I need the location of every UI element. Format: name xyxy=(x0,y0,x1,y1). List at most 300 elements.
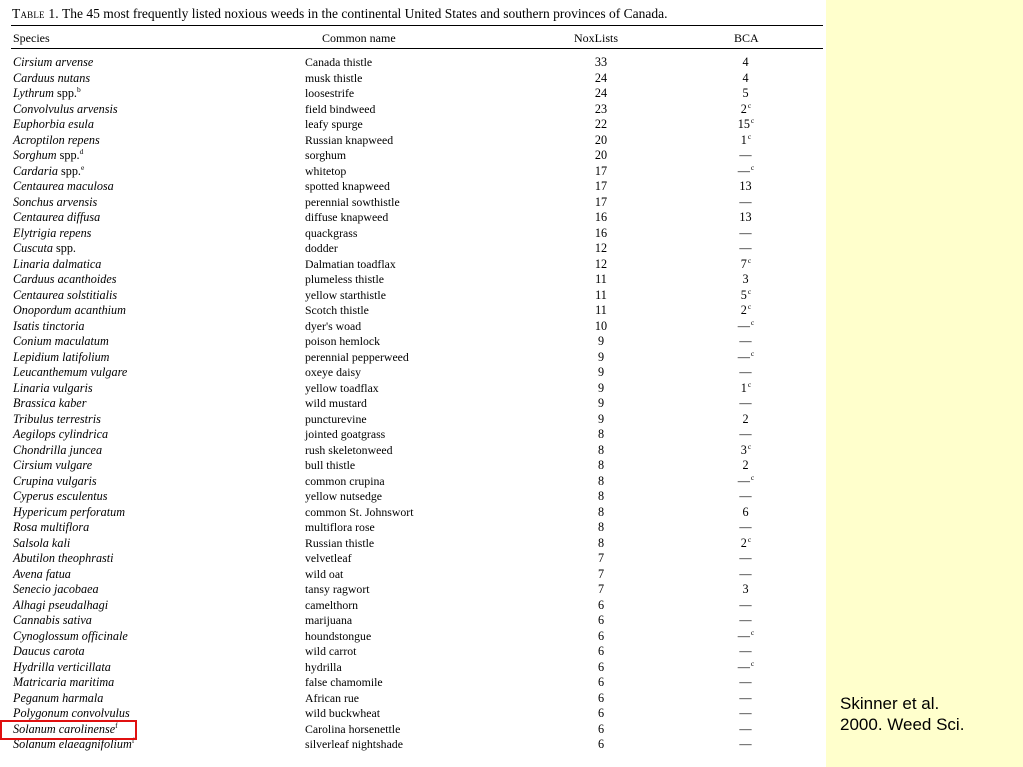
species-cell xyxy=(13,102,118,118)
header-common-name: Common name xyxy=(322,31,396,45)
common-name-cell: velvetleaf xyxy=(305,551,352,565)
common-name-cell: wild mustard xyxy=(305,396,367,410)
noxlists-cell: 6 xyxy=(597,690,605,705)
common-name-cell: diffuse knapweed xyxy=(305,210,389,224)
common-name-cell: poison hemlock xyxy=(305,334,381,348)
bca-value: 13 xyxy=(739,179,752,193)
species-name: Linaria dalmatica xyxy=(13,256,102,271)
table-row xyxy=(0,303,826,319)
bca-value: — xyxy=(739,241,752,255)
species-name: Peganum harmala xyxy=(13,690,104,705)
bca-value: — xyxy=(739,225,752,240)
bca-footnote: c xyxy=(747,255,752,265)
table-row xyxy=(0,350,826,366)
bca-value: 5 xyxy=(742,86,749,100)
species-name: Acroptilon repens xyxy=(13,132,100,147)
noxlists-cell: 20 xyxy=(594,148,608,162)
common-name-cell: musk thistle xyxy=(305,70,363,85)
bca-value: — xyxy=(739,396,752,410)
bca-value: — xyxy=(739,194,752,209)
species-name: Cyperus esculentus xyxy=(13,489,108,503)
species-cell xyxy=(13,582,99,598)
common-name-cell: Carolina horsenettle xyxy=(305,721,401,736)
bca-cell xyxy=(733,226,759,242)
bca-footnote: c xyxy=(750,162,755,172)
table-row xyxy=(0,71,826,87)
bca-cell xyxy=(733,582,759,598)
bca-cell xyxy=(733,148,759,164)
species-name: Centaurea diffusa xyxy=(13,210,101,224)
top-rule xyxy=(11,25,823,26)
bca-cell xyxy=(733,334,759,350)
common-name-cell: sorghum xyxy=(305,148,347,162)
common-name-cell: false chamomile xyxy=(305,675,383,689)
bca-value: 5 xyxy=(740,287,747,302)
species-cell xyxy=(13,396,86,412)
noxlists-cell: 8 xyxy=(597,442,605,457)
table-row xyxy=(0,551,826,567)
bca-cell xyxy=(733,241,759,257)
common-name-cell: Russian thistle xyxy=(305,535,375,550)
table-row xyxy=(0,117,826,133)
table-label: Table 1. xyxy=(12,6,59,21)
common-name-cell: African rue xyxy=(305,690,360,705)
species-cell xyxy=(13,613,92,629)
table-row xyxy=(0,536,826,552)
species-cell xyxy=(13,365,127,381)
species-footnote: b xyxy=(76,85,81,94)
noxlists-cell: 12 xyxy=(594,241,608,255)
species-name: Aegilops cylindrica xyxy=(13,427,109,441)
species-name: Leucanthemum vulgare xyxy=(13,365,128,379)
table-row xyxy=(0,598,826,614)
species-cell xyxy=(13,427,108,443)
species-name: Convolvulus arvensis xyxy=(13,101,118,116)
bca-value: 4 xyxy=(742,55,749,69)
bca-value: — xyxy=(737,473,750,488)
table-row xyxy=(0,272,826,288)
noxlists-cell: 24 xyxy=(594,86,608,100)
species-cell xyxy=(13,86,81,102)
bca-footnote: c xyxy=(747,441,752,451)
common-name-cell: perennial sowthistle xyxy=(305,194,400,209)
bca-cell xyxy=(733,164,759,180)
common-name-cell: camelthorn xyxy=(305,597,359,612)
bca-cell xyxy=(733,102,759,118)
bca-value: 6 xyxy=(742,504,749,519)
bca-value: — xyxy=(737,659,750,674)
noxlists-cell: 9 xyxy=(597,396,605,410)
bca-value: — xyxy=(739,690,752,705)
table-row xyxy=(0,458,826,474)
common-name-cell: tansy ragwort xyxy=(305,582,370,596)
noxlists-cell: 6 xyxy=(597,644,605,658)
citation-line-1: Skinner et al. xyxy=(840,694,940,713)
bca-value: — xyxy=(739,675,752,689)
bca-value: 1 xyxy=(740,132,747,147)
bca-value: 2 xyxy=(740,101,747,116)
common-name-cell: field bindweed xyxy=(305,101,376,116)
table-row xyxy=(0,55,826,71)
bca-cell xyxy=(733,319,759,335)
bca-cell xyxy=(733,505,759,521)
table-row xyxy=(0,582,826,598)
common-name-cell: common St. Johnswort xyxy=(305,504,414,519)
noxlists-cell: 8 xyxy=(597,504,605,519)
bca-value: 4 xyxy=(742,70,749,85)
bca-value: — xyxy=(739,148,752,162)
species-name: Cannabis sativa xyxy=(13,613,92,627)
citation xyxy=(840,693,964,735)
species-cell xyxy=(13,195,97,211)
table-row xyxy=(0,334,826,350)
species-name: Linaria vulgaris xyxy=(13,380,93,395)
bca-value: — xyxy=(737,628,750,643)
species-cell xyxy=(13,660,111,676)
species-cell xyxy=(13,598,108,614)
bca-value: — xyxy=(739,551,752,565)
noxlists-cell: 8 xyxy=(597,458,605,472)
species-suffix: spp. xyxy=(57,163,81,178)
noxlists-cell: 23 xyxy=(594,101,608,116)
table-row xyxy=(0,691,826,707)
species-cell xyxy=(13,381,93,397)
noxlists-cell: 9 xyxy=(597,365,605,379)
bca-cell xyxy=(733,195,759,211)
species-name: Sonchus arvensis xyxy=(13,194,98,209)
bca-value: — xyxy=(739,737,752,751)
bca-value: — xyxy=(739,489,752,503)
common-name-cell: plumeless thistle xyxy=(305,272,384,286)
species-cell xyxy=(13,179,114,195)
species-name: Daucus carota xyxy=(13,644,85,658)
species-name: Cirsium arvense xyxy=(13,55,94,69)
bca-value: 7 xyxy=(740,256,747,271)
bca-cell xyxy=(733,257,759,273)
noxlists-cell: 8 xyxy=(597,473,605,488)
bca-cell xyxy=(733,629,759,645)
noxlists-cell: 8 xyxy=(597,427,605,441)
species-footnote: f xyxy=(131,736,135,745)
common-name-cell: spotted knapweed xyxy=(305,179,390,193)
noxlists-cell: 9 xyxy=(597,380,605,395)
table-body xyxy=(0,55,826,753)
noxlists-cell: 8 xyxy=(597,535,605,550)
noxlists-cell: 12 xyxy=(594,256,608,271)
bca-value: 3 xyxy=(742,272,749,286)
species-cell xyxy=(13,303,126,319)
species-name: Lythrum xyxy=(13,86,54,100)
bca-value: 3 xyxy=(742,582,749,596)
bca-value: — xyxy=(739,334,752,348)
species-name: Onopordum acanthium xyxy=(13,303,126,317)
species-cell xyxy=(13,691,103,707)
table-row xyxy=(0,412,826,428)
species-name: Carduus acanthoides xyxy=(13,272,117,286)
bca-value: — xyxy=(739,597,752,612)
table-row xyxy=(0,567,826,583)
common-name-cell: puncturevine xyxy=(305,411,367,426)
table-row xyxy=(0,148,826,164)
species-cell xyxy=(13,226,91,242)
bca-footnote: c xyxy=(750,658,755,668)
noxlists-cell: 6 xyxy=(597,675,605,689)
bca-value: — xyxy=(739,365,752,379)
bca-cell xyxy=(733,660,759,676)
common-name-cell: yellow toadflax xyxy=(305,380,379,395)
species-name: Abutilon theophrasti xyxy=(13,551,114,565)
common-name-cell: dyer's woad xyxy=(305,318,362,333)
species-name: Carduus nutans xyxy=(13,70,91,85)
species-cell xyxy=(13,350,110,366)
noxlists-cell: 6 xyxy=(597,737,605,751)
noxlists-cell: 10 xyxy=(594,318,608,333)
species-suffix: spp. xyxy=(56,148,80,162)
noxlists-cell: 6 xyxy=(597,613,605,627)
species-name: Solanum elaeagnifolium xyxy=(13,737,132,751)
common-name-cell: marijuana xyxy=(305,613,353,627)
species-name: Alhagi pseudalhagi xyxy=(13,597,109,612)
bca-value: — xyxy=(739,427,752,441)
species-name: Isatis tinctoria xyxy=(13,318,85,333)
species-footnote: d xyxy=(79,147,84,156)
noxlists-cell: 33 xyxy=(594,55,608,69)
header-species: Species xyxy=(13,31,50,45)
bca-cell xyxy=(733,613,759,629)
species-name: Solanum carolinense xyxy=(13,721,116,736)
bca-value: — xyxy=(739,613,752,627)
noxlists-cell: 6 xyxy=(597,628,605,643)
bca-value: 1 xyxy=(740,380,747,395)
common-name-cell: oxeye daisy xyxy=(305,365,362,379)
bca-footnote: c xyxy=(747,302,752,311)
species-cell xyxy=(13,257,101,273)
common-name-cell: Russian knapweed xyxy=(305,132,394,147)
bca-cell xyxy=(733,551,759,567)
bca-footnote: c xyxy=(750,348,755,358)
common-name-cell: common crupina xyxy=(305,473,385,488)
bca-value: — xyxy=(739,706,752,720)
table-row xyxy=(0,660,826,676)
bca-cell xyxy=(733,179,759,195)
common-name-cell: quackgrass xyxy=(305,225,358,240)
species-cell xyxy=(13,644,85,660)
species-name: Centaurea solstitialis xyxy=(13,287,118,302)
noxlists-cell: 17 xyxy=(594,194,608,209)
bca-value: — xyxy=(737,163,750,178)
species-cell xyxy=(13,117,94,133)
bca-cell xyxy=(733,722,759,738)
species-cell xyxy=(13,241,76,257)
species-name: Tribulus terrestris xyxy=(13,411,101,426)
species-cell xyxy=(13,551,114,567)
noxlists-cell: 16 xyxy=(594,225,608,240)
common-name-cell: Canada thistle xyxy=(305,55,373,69)
noxlists-cell: 20 xyxy=(594,132,608,147)
table-row xyxy=(0,86,826,102)
bca-cell xyxy=(733,644,759,660)
table-row xyxy=(0,474,826,490)
species-name: Elytrigia repens xyxy=(13,225,92,240)
species-name: Cirsium vulgare xyxy=(13,458,93,472)
species-cell xyxy=(13,458,92,474)
species-cell xyxy=(13,55,93,71)
bca-value: — xyxy=(739,520,752,534)
table-row xyxy=(0,102,826,118)
common-name-cell: hydrilla xyxy=(305,659,342,674)
table-row xyxy=(0,613,826,629)
table-row xyxy=(0,629,826,645)
bca-cell xyxy=(733,427,759,443)
common-name-cell: wild carrot xyxy=(305,644,357,658)
species-name: Conium maculatum xyxy=(13,334,109,348)
species-cell xyxy=(13,319,84,335)
header-rule xyxy=(11,48,823,49)
bca-value: — xyxy=(739,644,752,658)
bca-footnote: c xyxy=(747,131,752,141)
species-suffix: spp. xyxy=(52,241,76,255)
header-bca: BCA xyxy=(734,31,759,45)
species-cell xyxy=(13,272,116,288)
species-name: Cardaria xyxy=(13,163,58,178)
species-cell xyxy=(13,474,97,490)
table-row xyxy=(0,365,826,381)
bca-cell xyxy=(733,598,759,614)
species-cell xyxy=(13,334,109,350)
table-row xyxy=(0,210,826,226)
bca-footnote: c xyxy=(747,100,752,110)
table-row xyxy=(0,489,826,505)
species-footnote: e xyxy=(80,162,85,172)
species-name: Salsola kali xyxy=(13,535,71,550)
noxlists-cell: 6 xyxy=(597,706,605,720)
highlight-box xyxy=(0,720,137,740)
bca-value: — xyxy=(737,349,750,364)
species-cell xyxy=(13,520,89,536)
bca-cell xyxy=(733,396,759,412)
species-name: Hypericum perforatum xyxy=(13,504,126,519)
noxlists-cell: 8 xyxy=(597,489,605,503)
species-cell xyxy=(13,288,117,304)
species-name: Centaurea maculosa xyxy=(13,179,114,193)
common-name-cell: wild oat xyxy=(305,566,344,581)
bca-value: 2 xyxy=(740,303,747,317)
species-cell xyxy=(13,210,100,226)
noxlists-cell: 7 xyxy=(597,551,605,565)
species-cell xyxy=(13,148,83,164)
bca-cell xyxy=(733,489,759,505)
common-name-cell: jointed goatgrass xyxy=(305,427,386,441)
bca-cell xyxy=(733,272,759,288)
bca-cell xyxy=(733,288,759,304)
table-row xyxy=(0,427,826,443)
common-name-cell: dodder xyxy=(305,241,338,255)
noxlists-cell: 6 xyxy=(597,659,605,674)
bca-cell xyxy=(733,567,759,583)
noxlists-cell: 7 xyxy=(597,566,605,581)
bca-cell xyxy=(733,458,759,474)
species-name: Sorghum xyxy=(13,148,57,162)
bca-value: 2 xyxy=(740,535,747,550)
bca-footnote: c xyxy=(750,472,755,482)
table-row xyxy=(0,319,826,335)
citation-line-2: 2000. Weed Sci. xyxy=(840,715,965,734)
species-name: Cynoglossum officinale xyxy=(13,628,128,643)
species-cell xyxy=(13,675,114,691)
bca-cell xyxy=(733,55,759,71)
species-name: Polygonum convolvulus xyxy=(13,706,130,720)
common-name-cell: yellow nutsedge xyxy=(305,489,382,503)
bca-footnote: c xyxy=(747,534,752,544)
noxlists-cell: 17 xyxy=(594,163,608,178)
common-name-cell: multiflora rose xyxy=(305,520,375,534)
common-name-cell: silverleaf nightshade xyxy=(305,737,403,751)
bca-cell xyxy=(733,691,759,707)
species-suffix: spp. xyxy=(53,86,77,100)
bca-footnote: c xyxy=(747,379,752,389)
species-name: Hydrilla verticillata xyxy=(13,659,111,674)
bca-cell xyxy=(733,350,759,366)
bca-footnote: c xyxy=(750,627,755,637)
noxlists-cell: 6 xyxy=(597,597,605,612)
table-row xyxy=(0,520,826,536)
table-row xyxy=(0,443,826,459)
bca-cell xyxy=(733,86,759,102)
table-row xyxy=(0,195,826,211)
common-name-cell: Dalmatian toadflax xyxy=(305,256,396,271)
species-cell xyxy=(13,536,70,552)
table-row xyxy=(0,675,826,691)
table-row xyxy=(0,644,826,660)
table-row xyxy=(0,226,826,242)
noxlists-cell: 6 xyxy=(597,721,605,736)
bca-cell xyxy=(733,71,759,87)
common-name-cell: houndstongue xyxy=(305,628,372,643)
noxlists-cell: 16 xyxy=(594,210,608,224)
bca-cell xyxy=(733,210,759,226)
table-row xyxy=(0,241,826,257)
species-cell xyxy=(13,629,128,645)
bca-footnote: c xyxy=(747,286,752,296)
noxlists-cell: 7 xyxy=(597,582,605,596)
common-name-cell: perennial pepperweed xyxy=(305,349,409,364)
bca-value: 13 xyxy=(739,210,752,224)
bca-cell xyxy=(733,536,759,552)
common-name-cell: whitetop xyxy=(305,163,347,178)
common-name-cell: leafy spurge xyxy=(305,117,363,131)
species-name: Crupina vulgaris xyxy=(13,473,97,488)
bca-cell xyxy=(733,675,759,691)
species-cell xyxy=(13,133,100,149)
species-footnote: f xyxy=(115,720,118,730)
noxlists-cell: 11 xyxy=(595,303,607,317)
bca-value: 2 xyxy=(742,458,749,472)
species-cell xyxy=(13,567,71,583)
species-name: Chondrilla juncea xyxy=(13,442,103,457)
common-name-cell: yellow starthistle xyxy=(305,287,386,302)
table-title: The 45 most frequently listed noxious weeds in the continental United States and southern provinces of Canada. xyxy=(62,6,668,21)
bca-cell xyxy=(733,133,759,149)
noxlists-cell: 11 xyxy=(595,287,607,302)
common-name-cell: rush skeletonweed xyxy=(305,442,393,457)
table-row xyxy=(0,257,826,273)
table-row xyxy=(0,179,826,195)
bca-value: 15 xyxy=(737,117,750,131)
species-name: Senecio jacobaea xyxy=(13,582,99,596)
species-name: Brassica kaber xyxy=(13,396,87,410)
species-name: Euphorbia esula xyxy=(13,117,94,131)
species-cell xyxy=(13,412,101,428)
